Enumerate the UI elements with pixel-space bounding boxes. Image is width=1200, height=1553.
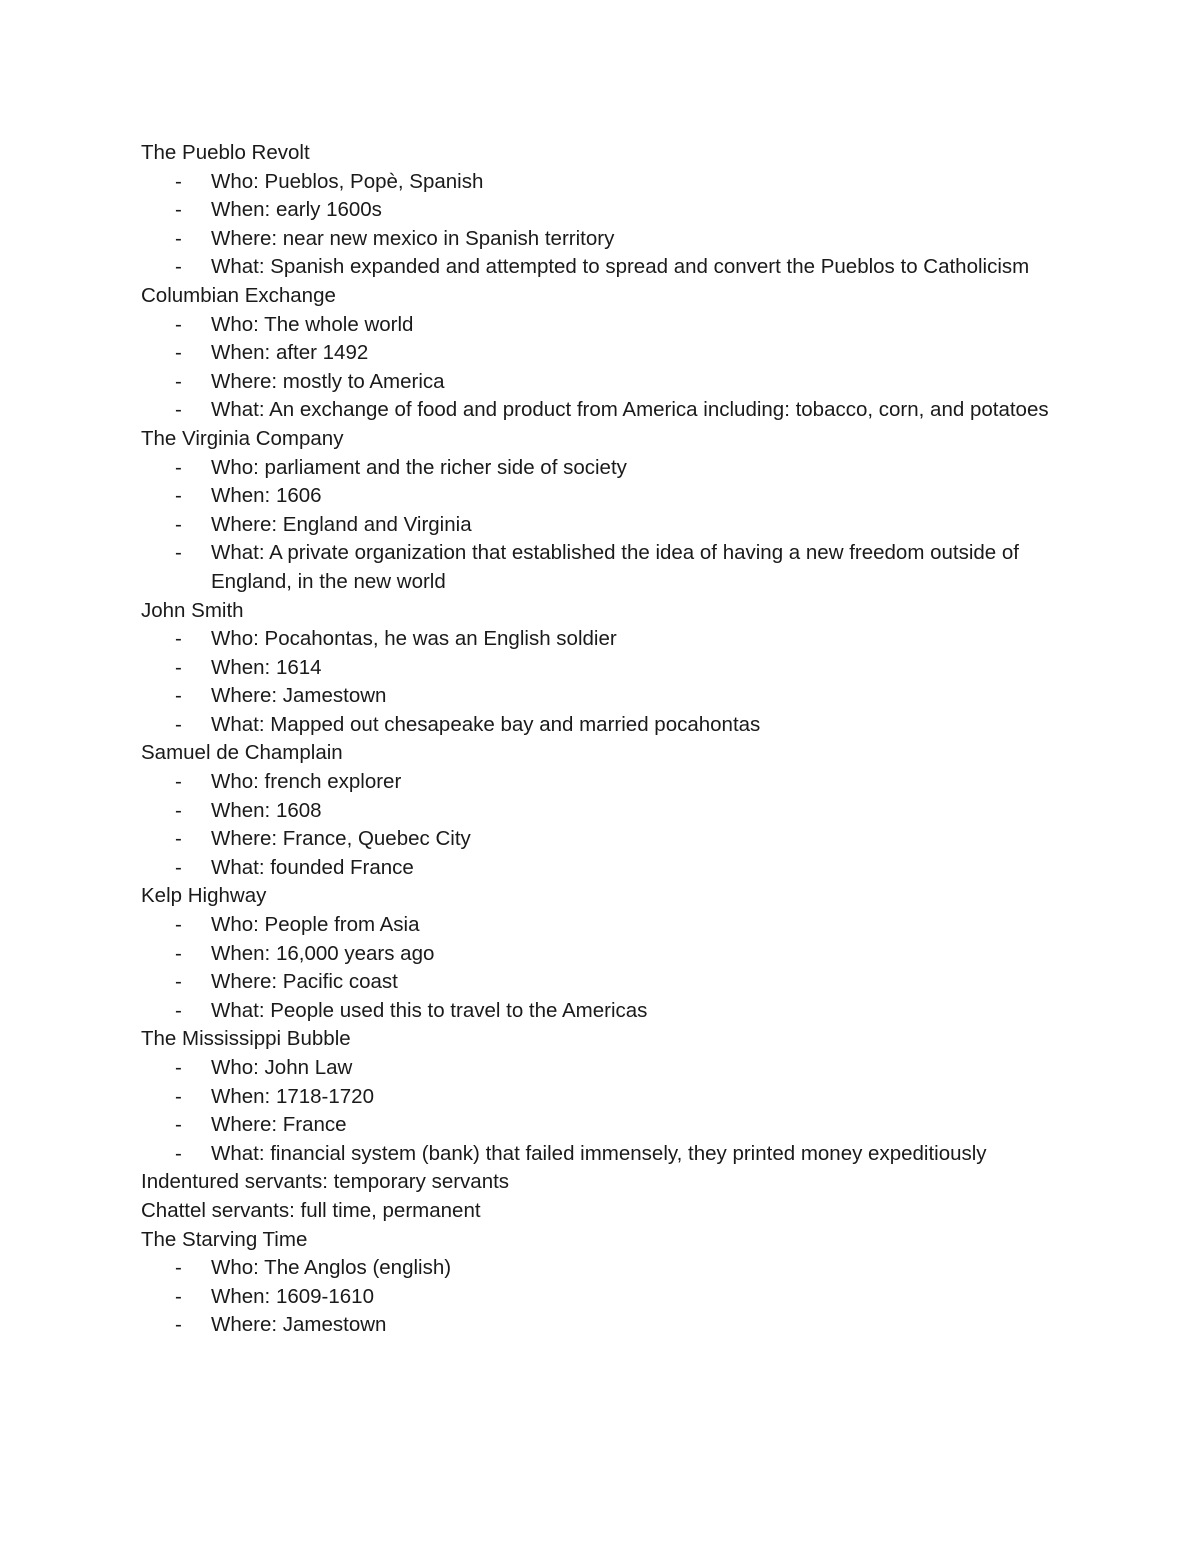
dash-bullet-icon: -: [175, 627, 182, 651]
list-item-text: Who: Pueblos, Popè, Spanish: [211, 169, 484, 193]
bullet-list: [141, 454, 1061, 597]
list-item: [141, 311, 1061, 340]
list-item: [141, 968, 1061, 997]
dash-bullet-icon: -: [175, 369, 182, 393]
list-item-text: What: An exchange of food and product from America including: tobacco, corn, and potatoes: [211, 398, 1049, 422]
bullet-list: [141, 768, 1061, 882]
list-item-text: Where: Jamestown: [211, 684, 387, 708]
topic-section: [141, 1197, 1061, 1226]
list-item: [141, 997, 1061, 1026]
list-item: [141, 168, 1061, 197]
list-item-text: When: 1609-1610: [211, 1284, 374, 1308]
list-item: [141, 253, 1061, 282]
topic-heading: The Starving Time: [141, 1227, 308, 1251]
dash-bullet-icon: -: [175, 855, 182, 879]
dash-bullet-icon: -: [175, 712, 182, 736]
topic-heading: The Pueblo Revolt: [141, 141, 310, 164]
dash-bullet-icon: -: [175, 770, 182, 794]
document-body: [141, 139, 1061, 1340]
list-item: [141, 539, 1061, 596]
list-item-text: Where: Jamestown: [211, 1313, 387, 1337]
topic-heading: Samuel de Champlain: [141, 741, 343, 765]
dash-bullet-icon: -: [175, 998, 182, 1022]
topic-section: [141, 1025, 1061, 1168]
topic-section: [141, 1226, 1061, 1340]
topic-section: [141, 739, 1061, 882]
list-item: [141, 396, 1061, 425]
dash-bullet-icon: -: [175, 541, 182, 565]
list-item: [141, 1140, 1061, 1169]
list-item: [141, 368, 1061, 397]
dash-bullet-icon: -: [175, 1284, 182, 1308]
list-item: [141, 196, 1061, 225]
list-item-text: Where: Pacific coast: [211, 970, 398, 994]
list-item: [141, 768, 1061, 797]
dash-bullet-icon: -: [175, 255, 182, 279]
list-item-text: Where: France, Quebec City: [211, 827, 471, 851]
list-item-text: Who: John Law: [211, 1056, 353, 1079]
dash-bullet-icon: -: [175, 1256, 182, 1280]
bullet-list: [141, 625, 1061, 739]
dash-bullet-icon: -: [175, 169, 182, 193]
dash-bullet-icon: -: [175, 827, 182, 851]
dash-bullet-icon: -: [175, 226, 182, 250]
list-item-text: What: Mapped out chesapeake bay and married pocahontas: [211, 712, 761, 736]
list-item: [141, 1054, 1061, 1083]
dash-bullet-icon: -: [175, 312, 182, 336]
list-item: [141, 625, 1061, 654]
topic-section: [141, 1168, 1061, 1197]
bullet-list: [141, 1054, 1061, 1168]
dash-bullet-icon: -: [175, 684, 182, 708]
list-item: [141, 825, 1061, 854]
list-item: [141, 339, 1061, 368]
topic-heading: Chattel servants: full time, permanent: [141, 1198, 481, 1222]
dash-bullet-icon: -: [175, 398, 182, 422]
topic-heading: Columbian Exchange: [141, 283, 336, 307]
list-item: [141, 1083, 1061, 1112]
list-item-text: What: A private organization that established the idea of having a new freedom outside of England, in the new world: [211, 541, 1019, 593]
list-item-text: Where: near new mexico in Spanish territory: [211, 226, 615, 250]
list-item-text: When: 1606: [211, 484, 322, 508]
dash-bullet-icon: -: [175, 941, 182, 965]
list-item: [141, 511, 1061, 540]
list-item-text: Who: Pocahontas, he was an English soldier: [211, 627, 617, 651]
list-item-text: Who: The whole world: [211, 312, 414, 336]
list-item: [141, 940, 1061, 969]
topic-section: [141, 282, 1061, 425]
list-item: [141, 1311, 1061, 1340]
bullet-list: [141, 168, 1061, 282]
dash-bullet-icon: -: [175, 913, 182, 937]
bullet-list: [141, 911, 1061, 1025]
list-item-text: What: Spanish expanded and attempted to spread and convert the Pueblos to Catholicism: [211, 255, 1030, 279]
list-item-text: Where: France: [211, 1113, 347, 1137]
topic-section: [141, 882, 1061, 1025]
dash-bullet-icon: -: [175, 484, 182, 508]
list-item: [141, 854, 1061, 883]
list-item: [141, 682, 1061, 711]
topic-section: [141, 139, 1061, 282]
list-item-text: When: 1614: [211, 655, 322, 679]
list-item-text: Who: parliament and the richer side of society: [211, 455, 627, 479]
dash-bullet-icon: -: [175, 1113, 182, 1137]
list-item: [141, 1254, 1061, 1283]
dash-bullet-icon: -: [175, 341, 182, 365]
bullet-list: [141, 1254, 1061, 1340]
topic-heading: Indentured servants: temporary servants: [141, 1170, 510, 1194]
list-item: [141, 911, 1061, 940]
dash-bullet-icon: -: [175, 655, 182, 679]
list-item-text: Who: The Anglos (english): [211, 1256, 452, 1280]
list-item: [141, 1283, 1061, 1312]
list-item-text: What: financial system (bank) that failed immensely, they printed money expeditiously: [211, 1141, 987, 1165]
dash-bullet-icon: -: [175, 1056, 182, 1079]
list-item: [141, 454, 1061, 483]
list-item: [141, 654, 1061, 683]
list-item: [141, 711, 1061, 740]
list-item-text: What: founded France: [211, 855, 414, 879]
list-item-text: When: 16,000 years ago: [211, 941, 435, 965]
list-item-text: Where: mostly to America: [211, 369, 445, 393]
topic-heading: The Virginia Company: [141, 426, 344, 450]
dash-bullet-icon: -: [175, 1141, 182, 1165]
topic-heading: Kelp Highway: [141, 884, 267, 908]
list-item-text: When: early 1600s: [211, 198, 382, 222]
dash-bullet-icon: -: [175, 455, 182, 479]
list-item: [141, 797, 1061, 826]
list-item-text: Who: People from Asia: [211, 913, 420, 937]
dash-bullet-icon: -: [175, 198, 182, 222]
list-item: [141, 1111, 1061, 1140]
list-item-text: When: after 1492: [211, 341, 369, 365]
dash-bullet-icon: -: [175, 970, 182, 994]
list-item-text: When: 1718-1720: [211, 1084, 374, 1108]
bullet-list: [141, 311, 1061, 425]
list-item: [141, 225, 1061, 254]
list-item-text: When: 1608: [211, 798, 322, 822]
list-item-text: What: People used this to travel to the Americas: [211, 998, 648, 1022]
topic-section: [141, 425, 1061, 597]
dash-bullet-icon: -: [175, 512, 182, 536]
dash-bullet-icon: -: [175, 798, 182, 822]
topic-heading: John Smith: [141, 598, 244, 622]
dash-bullet-icon: -: [175, 1313, 182, 1337]
list-item-text: Where: England and Virginia: [211, 512, 472, 536]
dash-bullet-icon: -: [175, 1084, 182, 1108]
list-item: [141, 482, 1061, 511]
topic-heading: The Mississippi Bubble: [141, 1027, 351, 1051]
topic-section: [141, 597, 1061, 740]
list-item-text: Who: french explorer: [211, 770, 402, 794]
